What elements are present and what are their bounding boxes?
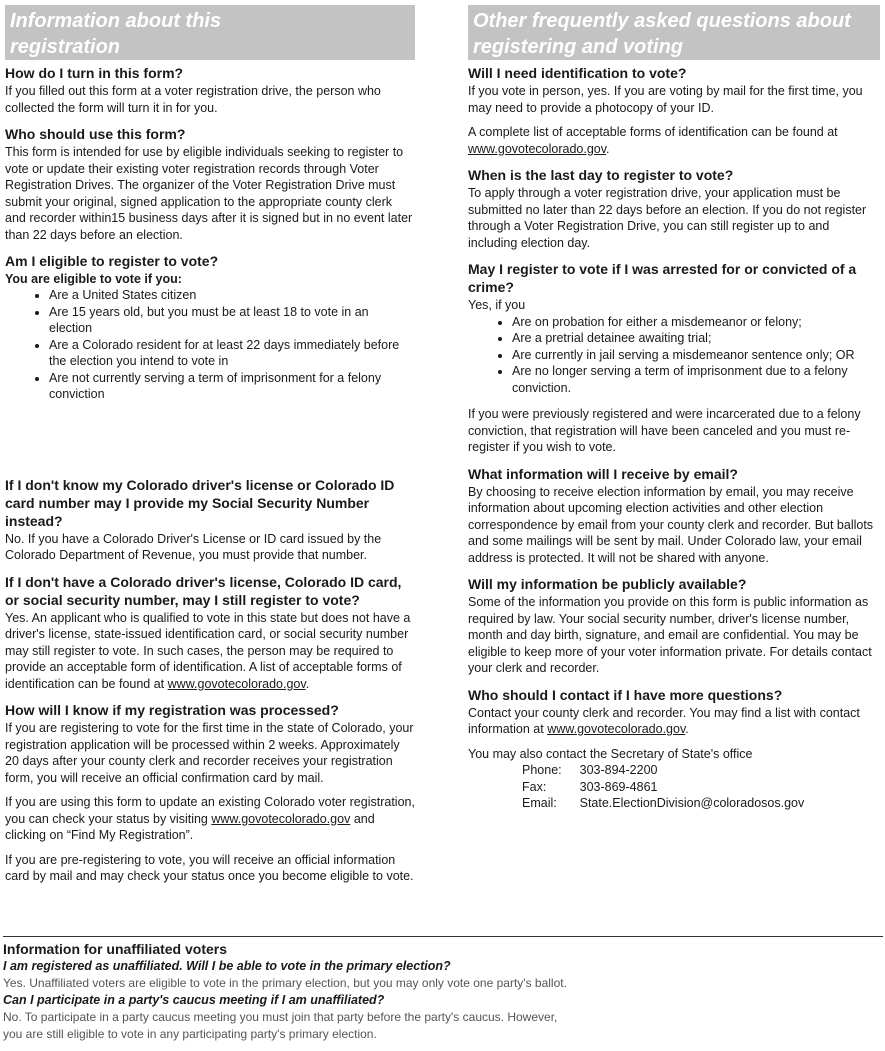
answer-contact: Contact your county clerk and recorder. You may find a list with contact information at www.govotecolorado.gov.	[468, 705, 860, 736]
contact-row-fax	[522, 779, 822, 796]
question-email: What information will I receive by email?	[468, 465, 738, 482]
right-banner: Other frequently asked questions about registering and voting	[468, 5, 880, 60]
unaffiliated-title: Information for unaffiliated voters	[3, 941, 228, 957]
contact-table	[522, 762, 822, 812]
question-public: Will my information be publicly available?	[468, 576, 747, 592]
list-item: • Are a pretrial detainee awaiting trial;	[512, 330, 880, 347]
answer-processed-update: If you are using this form to update an existing Colorado voter registration, you can check your status by visiting www.govotecolorado.gov and clicking on “Find My Registration”.	[5, 795, 415, 842]
list-item: • Are on probation for either a misdemeanor or felony;	[512, 314, 880, 331]
question-contact: Who should I contact if I have more questions?	[468, 686, 783, 703]
list-item: • Are not currently serving a term of imprisonment for a felony conviction	[49, 370, 415, 403]
question-eligible: Am I eligible to register to vote?	[5, 253, 219, 269]
answer-contact-sos: You may also contact the Secretary of State's office	[468, 746, 753, 761]
govotecolorado-link[interactable]: www.govotecolorado.gov	[547, 722, 686, 736]
list-item: • Are a United States citizen	[49, 287, 415, 304]
list-item: • Are 15 years old, but you must be at least 18 to vote in an election	[49, 304, 415, 337]
question-unaffiliated-primary: I am registered as unaffiliated. Will I be able to vote in the primary election?	[3, 959, 451, 973]
answer-identification: If you vote in person, yes. If you are voting by mail for the first time, you may need to provide a photocopy of your ID.	[468, 84, 863, 115]
contact-row-phone	[522, 762, 822, 779]
question-ssn-instead: If I don't know my Colorado driver's license or Colorado ID card number may I provide my Social Security Number instead?	[5, 476, 395, 529]
govotecolorado-link[interactable]: www.govotecolorado.gov	[211, 811, 351, 826]
left-banner: Information about this registration	[5, 5, 415, 60]
answer-no-id: Yes. An applicant who is qualified to vote in this state but does not have a driver's license, state-issued identification card, or social security number may still register to vote. In such cases, the person may be required to provide an acceptable form of identification. A list of acceptable forms of identification can be found at www.govotecolorado.gov.	[5, 610, 411, 691]
spacer	[5, 403, 415, 467]
list-item: • Are a Colorado resident for at least 22 days immediately before the election you intend to vote in	[49, 337, 415, 370]
crime-intro: Yes, if you	[468, 298, 526, 312]
spacer	[468, 396, 880, 406]
answer-ssn-instead: No. If you have a Colorado Driver's License or ID card issued by the Colorado Department of Revenue, you must provide that number.	[5, 531, 382, 562]
answer-who-should-use: This form is intended for use by eligible individuals seeking to register to vote or update their existing voter registration records through Voter Registration Drives. The organizer of the Voter Registration Drive must submit your original, signed application to the appropriate county clerk and recorder within15 business days after it is signed but in no event later than 22 days before an election.	[5, 145, 413, 242]
govotecolorado-link[interactable]: www.govotecolorado.gov	[167, 676, 306, 691]
answer-processed-first-time: If you are registering to vote for the first time in the state of Colorado, your registration application will be processed within 2 weeks. Approximately 20 days after your county clerk and recorder receives your registration form, you will receive an official confirmation card by mail.	[5, 721, 414, 785]
left-column	[5, 5, 415, 885]
question-identification: Will I need identification to vote?	[468, 65, 687, 81]
contact-value: 303-894-2200	[579, 763, 658, 777]
contact-label: Phone:	[522, 763, 562, 777]
question-crime: May I register to vote if I was arrested for or convicted of a crime?	[468, 261, 857, 295]
crime-list	[468, 314, 880, 397]
question-who-should-use: Who should use this form?	[5, 126, 186, 142]
list-item: • Are no longer serving a term of imprisonment due to a felony conviction.	[512, 363, 880, 396]
question-processed: How will I know if my registration was processed?	[5, 702, 339, 718]
contact-row-email	[522, 795, 822, 812]
answer-unaffiliated-caucus-line1: No. To participate in a party caucus meeting you must join that party before the party's caucus. However,	[3, 1010, 558, 1024]
contact-value: 303-869-4861	[579, 779, 658, 794]
answer-email: By choosing to receive election information by email, you may receive information about upcoming election activities and other election correspondence by email from your county clerk and recorder. But ballots and some mailings will be sent by mail. Under Colorado law, your email address is protected. It will not be shared with anyone.	[468, 484, 874, 565]
unaffiliated-section	[3, 936, 883, 1043]
answer-crime-previous: If you were previously registered and were incarcerated due to a felony conviction, that registration will have been canceled and you must re-register if you wish to vote.	[468, 407, 861, 454]
eligibility-intro: You are eligible to vote if you:	[5, 272, 182, 286]
answer-identification-list: A complete list of acceptable forms of identification can be found at www.govotecolorado.gov.	[468, 125, 838, 156]
list-item: • Are currently in jail serving a misdemeanor sentence only; OR	[512, 347, 880, 364]
answer-processed-preregister: If you are pre-registering to vote, you will receive an official information card by mail and may check your status once you become eligible to vote.	[5, 852, 414, 883]
contact-label: Email:	[522, 796, 557, 810]
right-column	[468, 5, 880, 812]
answer-turn-in-form: If you filled out this form at a voter registration drive, the person who collected the form will turn it in for you.	[5, 84, 381, 115]
contact-value: State.ElectionDivision@coloradosos.gov	[579, 796, 805, 810]
question-no-id: If I don't have a Colorado driver's license, Colorado ID card, or social security number, may I still register to vote?	[5, 573, 402, 608]
eligibility-list	[5, 287, 415, 403]
question-last-day: When is the last day to register to vote?	[468, 167, 734, 183]
answer-public: Some of the information you provide on this form is public information as required by law. Your social security number, driver's license number, month and day birth, signature, and email are confidential. You may be eligible to keep more of your voter information private. For details contact your clerk and recorder.	[468, 595, 872, 675]
govotecolorado-link[interactable]: www.govotecolorado.gov	[468, 141, 607, 156]
question-turn-in-form: How do I turn in this form?	[5, 65, 184, 81]
answer-unaffiliated-caucus-line2: you are still eligible to vote in any participating party's primary election.	[3, 1027, 377, 1041]
answer-last-day: To apply through a voter registration drive, your application must be submitted no later than 22 days before an election. If you do not register through a Voter Registration Drive, you can still register up to and including election day.	[468, 186, 867, 250]
answer-unaffiliated-primary: Yes. Unaffiliated voters are eligible to vote in the primary election, but you may only vote one party's ballot.	[3, 976, 567, 990]
contact-label: Fax:	[522, 779, 547, 794]
question-unaffiliated-caucus: Can I participate in a party's caucus meeting if I am unaffiliated?	[3, 993, 385, 1007]
